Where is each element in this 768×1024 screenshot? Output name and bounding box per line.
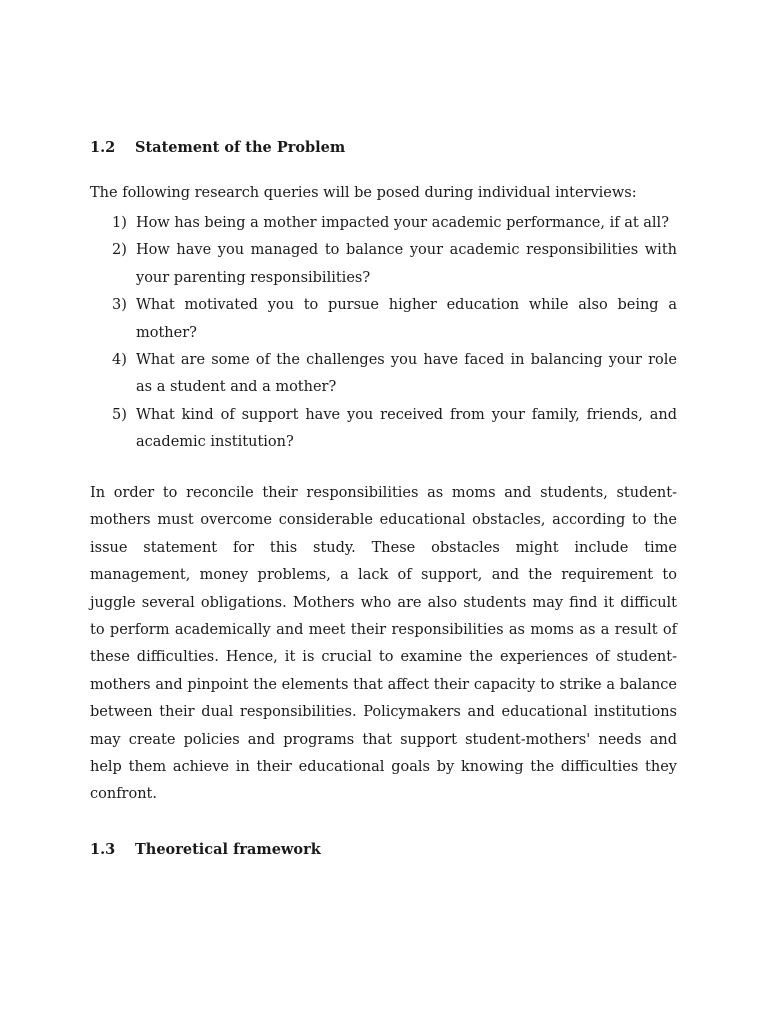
- section-heading-1-3: [90, 840, 321, 860]
- list-item-text: What kind of support have you received from your family, friends, and academic institution?: [136, 406, 677, 451]
- list-item-number: 3): [112, 297, 127, 314]
- intro-text: The following research queries will be posed during individual interviews:: [90, 185, 637, 201]
- section-heading-1-2: [90, 138, 345, 158]
- list-item: [90, 402, 677, 457]
- list-item: [90, 237, 677, 292]
- section-title: Theoretical framework: [135, 841, 321, 858]
- list-item-text: What motivated you to pursue higher education while also being a mother?: [136, 297, 677, 341]
- list-item-number: 4): [112, 352, 127, 369]
- list-item: [90, 292, 677, 347]
- list-item: [90, 210, 677, 237]
- list-item: [90, 347, 677, 402]
- body-paragraph: In order to reconcile their responsibilities as moms and students, student-mothers must overcome considerable educational obstacles, according to the issue statement for this study. These obstacles might include time management, money problems, a lack of support, and the requirement to juggle several obligations. Mothers who are also students may find it difficult to perform academically and meet their responsibilities as moms as a result of these difficulties. Hence, it is crucial to examine the experiences of student-mothers and pinpoint the elements that affect their capacity to strike a balance between their dual responsibilities. Policymakers and educational institutions may create policies and programs that support student-mothers' needs and help them achieve in their educational goals by knowing the difficulties they confront.: [90, 485, 677, 803]
- list-item-number: 5): [112, 406, 127, 423]
- research-questions-list: [90, 210, 677, 457]
- section-number: 1.2: [90, 139, 116, 156]
- list-item-number: 2): [112, 242, 127, 259]
- list-item-text: How has being a mother impacted your academic performance, if at all?: [136, 215, 669, 231]
- list-item-number: 1): [112, 215, 127, 231]
- section-number: 1.3: [90, 841, 116, 858]
- section-title: Statement of the Problem: [135, 139, 346, 156]
- list-item-text: How have you managed to balance your academic responsibilities with your parenting responsibilities?: [136, 242, 677, 286]
- list-item-text: What are some of the challenges you have faced in balancing your role as a student and a mother?: [136, 352, 677, 396]
